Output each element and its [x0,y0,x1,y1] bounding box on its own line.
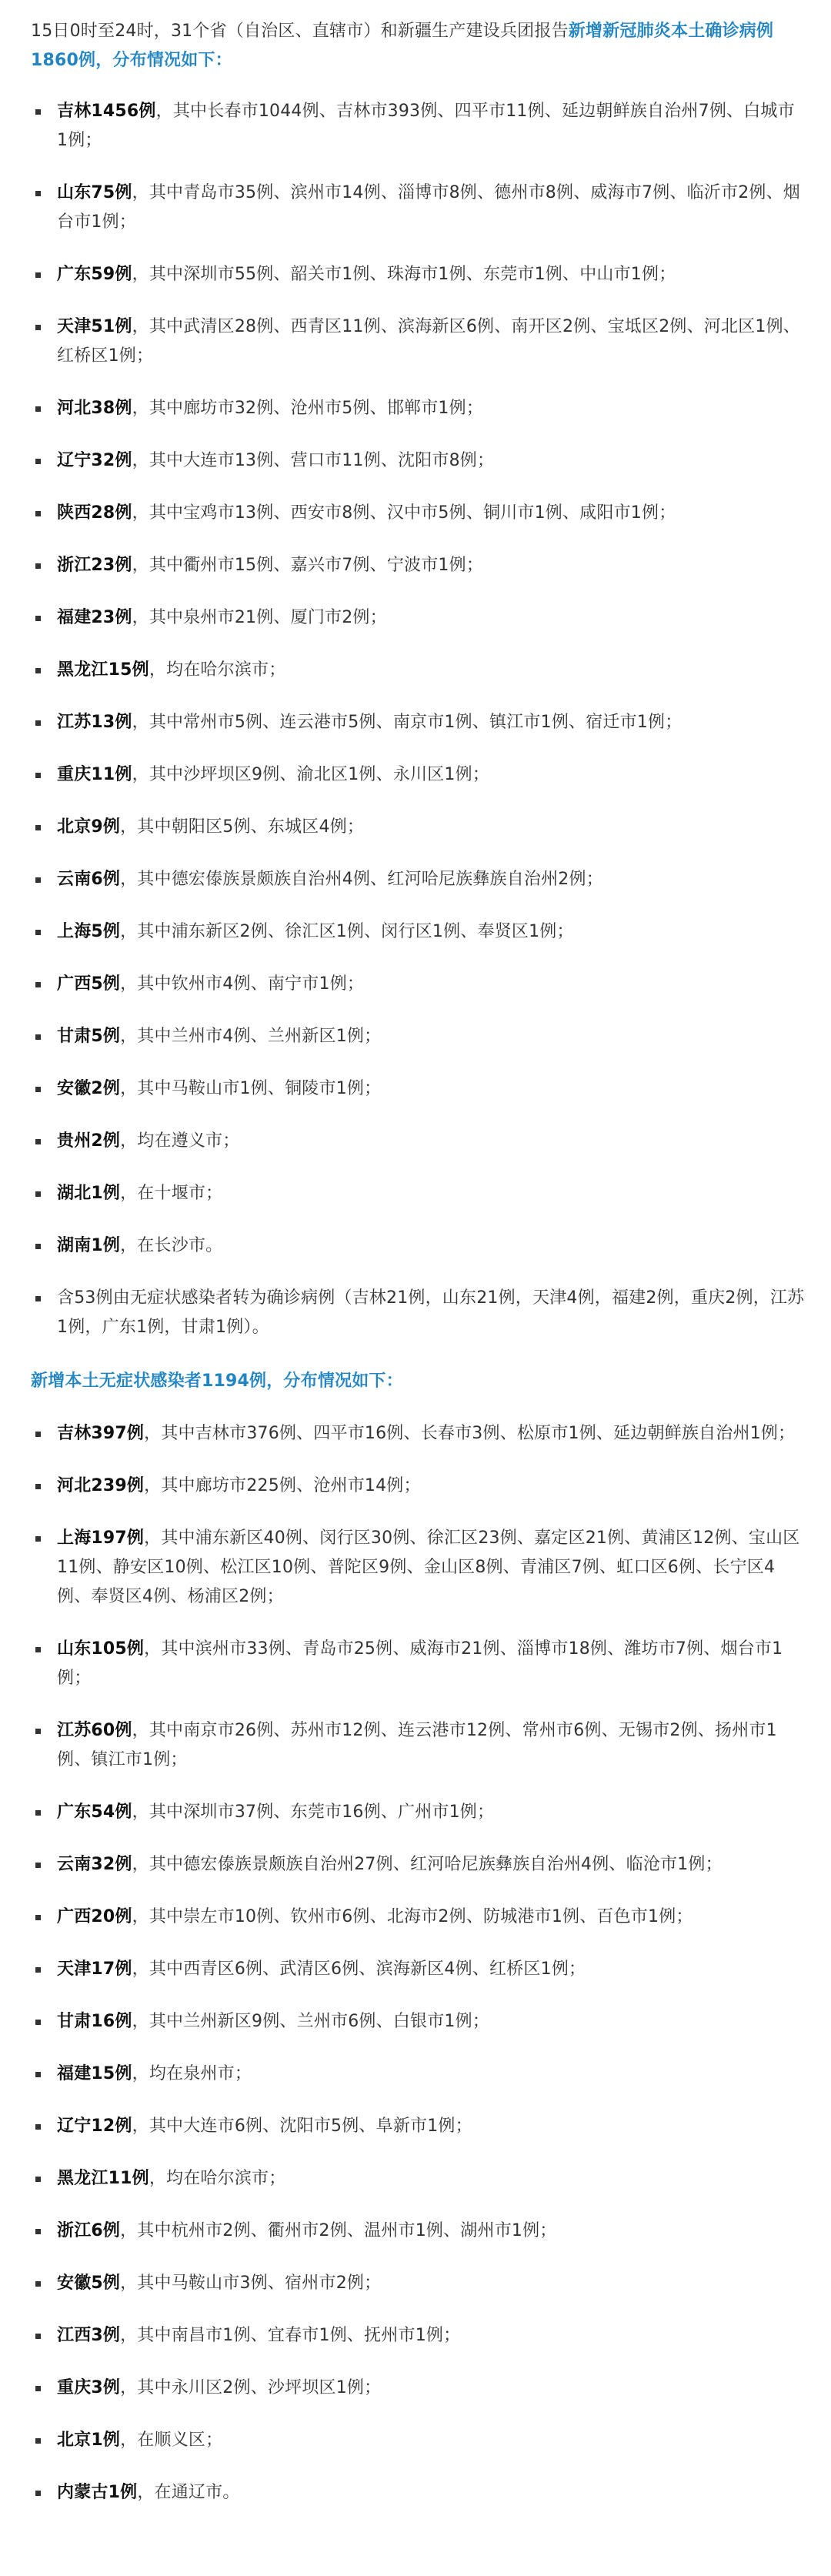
list-item [31,1524,805,1612]
bullet-icon [35,2229,41,2234]
bullet-icon [35,1432,41,1437]
region-count: 山东105例 [57,1639,145,1659]
list-item [31,1716,805,1775]
asymptomatic-heading: 新增本土无症状感染者1194例，分布情况如下： [31,1372,403,1391]
list-item [31,656,805,685]
list-item [31,1850,805,1879]
region-count: 吉林397例 [57,1424,145,1443]
region-count: 甘肃5例 [57,1027,121,1046]
bullet-icon [35,982,41,987]
region-count: 福建15例 [57,2064,132,2083]
intro-paragraph [31,17,805,75]
region-detail: ，其中德宏傣族景颇族自治州4例、红河哈尼族彝族自治州2例； [120,870,603,889]
region-detail: 含53例由无症状感染者转为确诊病例（吉林21例，山东21例，天津4例，福建2例，重庆2例，江苏1例，广东1例，甘肃1例）。 [57,1288,805,1337]
region-detail: ，其中崇左市10例、钦州市6例、北海市2例、防城港市1例、百色市1例； [132,1907,693,1926]
bullet-icon [35,1484,41,1489]
region-count: 黑龙江11例 [57,2169,149,2188]
region-count: 山东75例 [57,183,132,202]
region-count: 云南6例 [57,870,121,889]
region-count: 重庆11例 [57,765,132,784]
bullet-icon [35,191,41,196]
region-detail: ，在十堰市； [120,1184,223,1203]
bullet-icon [35,720,41,726]
bullet-icon [35,406,41,412]
bullet-icon [35,459,41,464]
region-count: 黑龙江15例 [57,660,149,680]
list-item [31,1419,805,1448]
bullet-icon [35,2334,41,2339]
region-count: 辽宁32例 [57,451,132,470]
bullet-icon [35,773,41,778]
intro-text: 15日0时至24时，31个省（自治区、直辖市）和新疆生产建设兵团报告 [31,22,569,41]
region-detail: ，其中深圳市55例、韶关市1例、珠海市1例、东莞市1例、中山市1例； [132,265,676,284]
bullet-icon [35,2177,41,2182]
list-item [31,2321,805,2350]
region-detail: ，其中青岛市35例、滨州市14例、淄博市8例、德州市8例、威海市7例、临沂市2例、烟台市1例； [57,183,801,232]
list-item [31,865,805,894]
region-detail: ，其中大连市6例、沈阳市5例、阜新市1例； [132,2117,472,2136]
region-detail: ，均在泉州市； [132,2064,252,2083]
region-detail: ，均在哈尔滨市； [149,2169,286,2188]
list-item [31,2164,805,2193]
region-detail: ，其中大连市13例、营口市11例、沈阳市8例； [132,451,495,470]
list-item [31,2007,805,2036]
list-item [31,2060,805,2089]
region-detail: ，其中西青区6例、武清区6例、滨海新区4例、红桥区1例； [132,1960,586,1979]
list-item [31,2478,805,2508]
region-count: 甘肃16例 [57,2012,132,2031]
region-count: 江西3例 [57,2326,121,2345]
region-count: 上海5例 [57,922,121,941]
bullet-icon [35,2124,41,2130]
region-count: 辽宁12例 [57,2117,132,2136]
list-item [31,499,805,528]
region-count: 北京9例 [57,817,121,837]
list-item [31,97,805,155]
bullet-icon [35,1863,41,1868]
list-item [31,813,805,842]
region-detail: ，其中沙坪坝区9例、渝北区1例、永川区1例； [132,765,490,784]
list-item [31,970,805,999]
bullet-icon [35,1536,41,1542]
region-count: 湖南1例 [57,1236,121,1255]
bullet-icon [35,511,41,516]
region-detail: ，其中兰州市4例、兰州新区1例； [120,1027,382,1046]
confirmed-heading: 新增新冠肺炎本土确诊病例1860例，分布情况如下： [31,22,774,70]
list-item [31,1284,805,1342]
list-item [31,2374,805,2403]
list-item [31,312,805,371]
bullet-icon [35,1967,41,1973]
region-count: 广东54例 [57,1803,132,1822]
region-detail: ，其中南昌市1例、宜春市1例、抚州市1例； [120,2326,461,2345]
list-item [31,708,805,737]
region-detail: ，其中衢州市15例、嘉兴市7例、宁波市1例； [132,556,484,575]
region-count: 内蒙古1例 [57,2483,138,2502]
region-detail: ，其中武清区28例、西青区11例、滨海新区6例、南开区2例、宝坻区2例、河北区1例、红桥区1例； [57,317,801,366]
list-item [31,260,805,289]
bullet-icon [35,668,41,673]
list-item [31,1022,805,1051]
region-count: 江苏13例 [57,713,132,732]
bullet-icon [35,2491,41,2496]
region-detail: ，在通辽市。 [137,2483,240,2502]
region-detail: ，其中德宏傣族景颇族自治州27例、红河哈尼族彝族自治州4例、临沧市1例； [132,1855,723,1874]
region-count: 重庆3例 [57,2378,121,2397]
region-detail: ，其中钦州市4例、南宁市1例； [120,974,365,994]
bullet-icon [35,1034,41,1040]
list-item [31,1127,805,1156]
region-detail: ，其中南京市26例、苏州市12例、连云港市12例、常州市6例、无锡市2例、扬州市1例、镇江市1例； [57,1721,777,1769]
list-item [31,1231,805,1261]
bullet-icon [35,1139,41,1144]
list-item [31,1903,805,1932]
list-item [31,2269,805,2298]
bullet-icon [35,825,41,830]
list-item [31,1472,805,1501]
region-count: 天津17例 [57,1960,132,1979]
region-detail: ，其中兰州新区9例、兰州市6例、白银市1例； [132,2012,490,2031]
bullet-icon [35,1191,41,1197]
region-count: 安徽5例 [57,2274,121,2293]
bullet-icon [35,325,41,330]
region-detail: ，其中浦东新区2例、徐汇区1例、闵行区1例、奉贤区1例； [120,922,574,941]
region-detail: ，在长沙市。 [120,1236,223,1255]
bullet-icon [35,2438,41,2444]
confirmed-case-list [31,97,805,1342]
region-detail: ，均在遵义市； [120,1131,240,1151]
region-detail: ，其中长春市1044例、吉林市393例、四平市11例、延边朝鲜族自治州7例、白城市1例； [57,102,795,150]
bullet-icon [35,1729,41,1734]
region-detail: ，其中马鞍山市3例、宿州市2例； [120,2274,382,2293]
region-count: 湖北1例 [57,1184,121,1203]
bullet-icon [35,109,41,115]
region-detail: ，在顺义区； [120,2431,223,2450]
region-detail: ，其中廊坊市32例、沧州市5例、邯郸市1例； [132,399,484,418]
region-detail: ，其中常州市5例、连云港市5例、南京市1例、镇江市1例、宿迁市1例； [132,713,682,732]
region-count: 北京1例 [57,2431,121,2450]
region-count: 广东59例 [57,265,132,284]
region-detail: ，其中宝鸡市13例、西安市8例、汉中市5例、铜川市1例、咸阳市1例； [132,503,676,523]
bullet-icon [35,2386,41,2391]
region-count: 上海197例 [57,1529,145,1548]
region-count: 天津51例 [57,317,132,336]
list-item [31,603,805,633]
list-item [31,917,805,947]
region-count: 广西20例 [57,1907,132,1926]
bullet-icon [35,2281,41,2287]
bullet-icon [35,616,41,621]
list-item [31,394,805,423]
region-count: 安徽2例 [57,1079,121,1098]
region-detail: ，均在哈尔滨市； [149,660,286,680]
region-count: 江苏60例 [57,1721,132,1740]
bullet-icon [35,2072,41,2077]
region-detail: ，其中滨州市33例、青岛市25例、威海市21例、淄博市18例、潍坊市7例、烟台市1例； [57,1639,783,1688]
list-item [31,2217,805,2246]
region-count: 贵州2例 [57,1131,121,1151]
bullet-icon [35,877,41,883]
bullet-icon [35,1647,41,1652]
region-count: 广西5例 [57,974,121,994]
region-count: 浙江6例 [57,2221,121,2240]
bullet-icon [35,272,41,278]
list-item [31,2426,805,2455]
region-detail: ，其中马鞍山市1例、铜陵市1例； [120,1079,382,1098]
list-item [31,179,805,237]
bullet-icon [35,1810,41,1816]
list-item [31,551,805,580]
list-item [31,1955,805,1984]
region-count: 云南32例 [57,1855,132,1874]
region-detail: ，其中深圳市37例、东莞市16例、广州市1例； [132,1803,495,1822]
region-detail: ，其中泉州市21例、厦门市2例； [132,608,387,627]
bullet-icon [35,1244,41,1249]
region-count: 陕西28例 [57,503,132,523]
region-count: 河北38例 [57,399,132,418]
list-item [31,1074,805,1104]
asymptomatic-case-list [31,1419,805,2508]
list-item [31,1179,805,1208]
region-detail: ，其中朝阳区5例、东城区4例； [120,817,365,837]
bullet-icon [35,1915,41,1920]
bullet-icon [35,1087,41,1092]
bullet-icon [35,2020,41,2025]
list-item [31,1798,805,1827]
bullet-icon [35,930,41,935]
region-count: 福建23例 [57,608,132,627]
region-count: 河北239例 [57,1476,145,1495]
region-detail: ，其中吉林市376例、四平市16例、长春市3例、松原市1例、延边朝鲜族自治州1例； [144,1424,796,1443]
list-item [31,760,805,790]
bullet-icon [35,563,41,569]
region-count: 吉林1456例 [57,102,156,121]
region-detail: ，其中杭州市2例、衢州市2例、温州市1例、湖州市1例； [120,2221,557,2240]
list-item [31,1635,805,1693]
region-detail: ，其中浦东新区40例、闵行区30例、徐汇区23例、嘉定区21例、黄浦区12例、宝山区11例、静安区10例、松江区10例、普陀区9例、金山区8例、青浦区7例、虹口区6例、长宁区4例、奉贤区4例、杨浦区2例； [57,1529,800,1606]
bullet-icon [35,1296,41,1301]
region-detail: ，其中永川区2例、沙坪坝区1例； [120,2378,382,2397]
region-detail: ，其中廊坊市225例、沧州市14例； [144,1476,421,1495]
asymptomatic-heading-paragraph [31,1367,805,1396]
list-item [31,2112,805,2141]
region-count: 浙江23例 [57,556,132,575]
list-item [31,446,805,476]
